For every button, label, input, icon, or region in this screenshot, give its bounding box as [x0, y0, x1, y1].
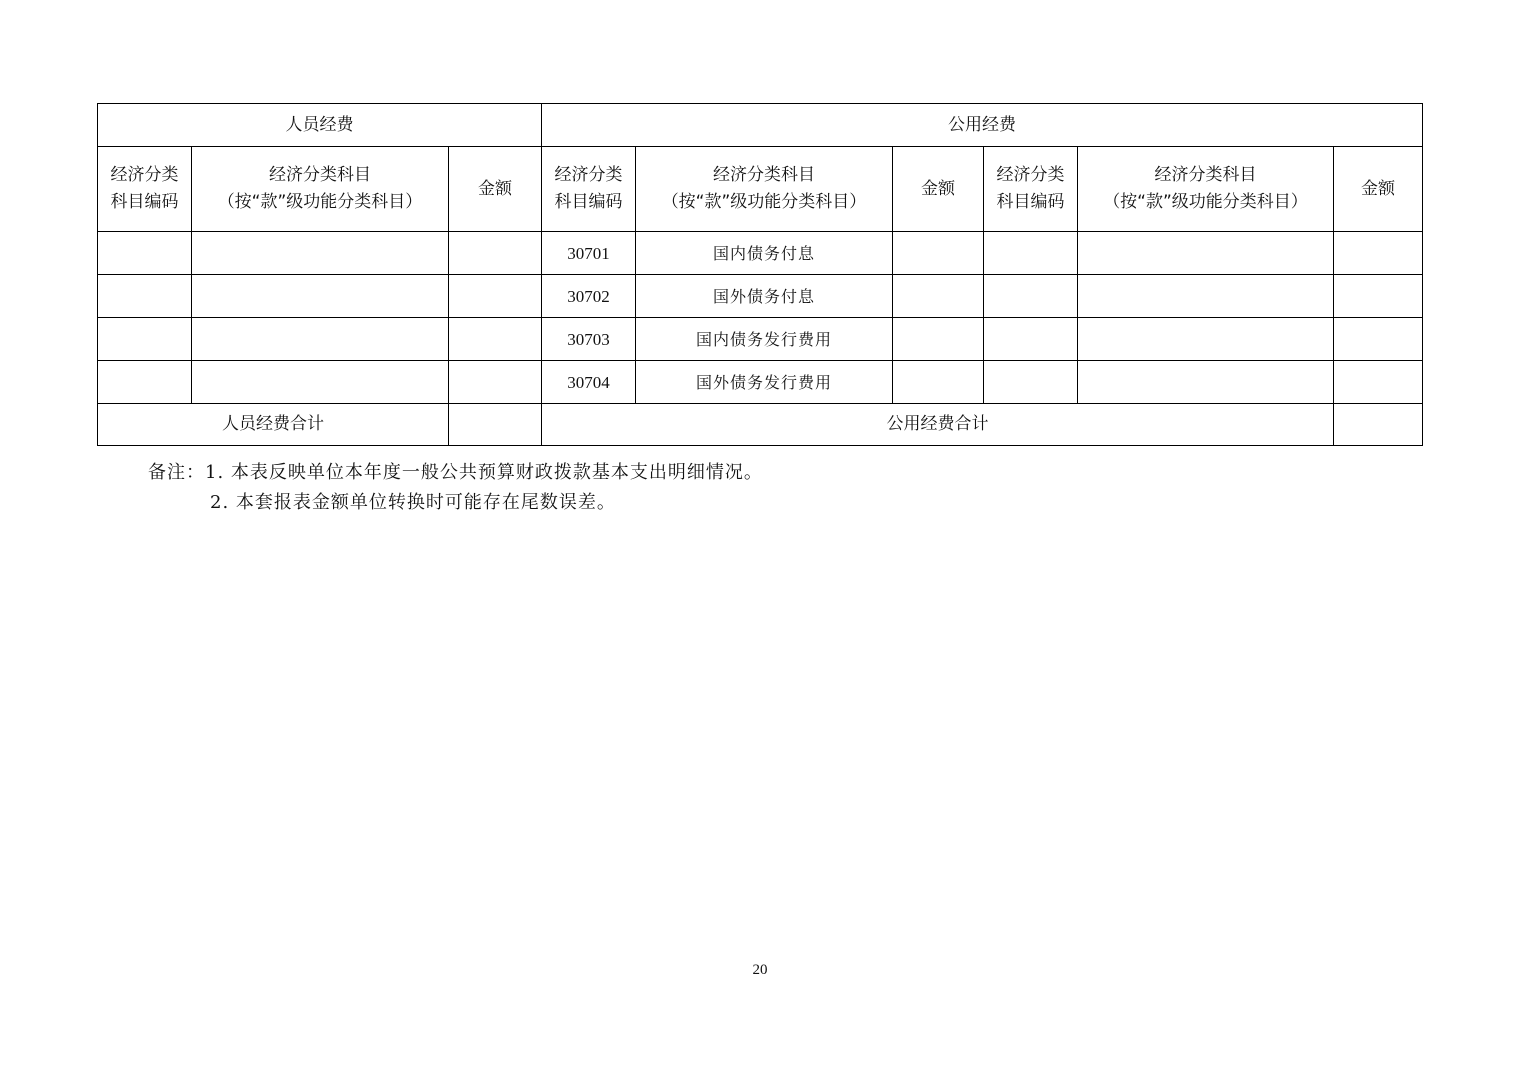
col-code-header: 经济分类 科目编码 [542, 147, 636, 232]
col-subject-header: 经济分类科目 （按“款”级功能分类科目） [636, 147, 893, 232]
personnel-total-amount [449, 404, 542, 446]
col-code-header: 经济分类 科目编码 [98, 147, 192, 232]
table-row [98, 232, 1423, 275]
col-subject-header: 经济分类科目 （按“款”级功能分类科目） [1078, 147, 1334, 232]
row-name: 国外债务发行费用 [636, 361, 893, 404]
personnel-total-label: 人员经费合计 [98, 404, 449, 446]
table-row [98, 361, 1423, 404]
col-code-header: 经济分类 科目编码 [984, 147, 1078, 232]
table-row [98, 275, 1423, 318]
col-subject-header: 经济分类科目 （按“款”级功能分类科目） [192, 147, 449, 232]
row-name: 国外债务付息 [636, 275, 893, 318]
public-total-amount [1334, 404, 1423, 446]
note-line-2: 2. 本套报表金额单位转换时可能存在尾数误差。 [210, 492, 616, 513]
col-amount-header: 金额 [893, 147, 984, 232]
row-name: 国内债务发行费用 [636, 318, 893, 361]
note-line-1: 备注：1. 本表反映单位本年度一般公共预算财政拨款基本支出明细情况。 [148, 462, 763, 483]
row-code: 30702 [542, 275, 636, 318]
personnel-header: 人员经费 [98, 104, 542, 147]
public-total-label: 公用经费合计 [542, 404, 1334, 446]
row-code: 30704 [542, 361, 636, 404]
row-code: 30703 [542, 318, 636, 361]
expenditure-detail-table [97, 103, 1423, 446]
notes-label: 备注： [148, 462, 205, 483]
col-amount-header: 金额 [449, 147, 542, 232]
notes [148, 458, 763, 518]
table-row [98, 318, 1423, 361]
public-header: 公用经费 [542, 104, 1423, 147]
row-code: 30701 [542, 232, 636, 275]
row-name: 国内债务付息 [636, 232, 893, 275]
col-amount-header: 金额 [1334, 147, 1423, 232]
page-number: 20 [752, 962, 768, 978]
